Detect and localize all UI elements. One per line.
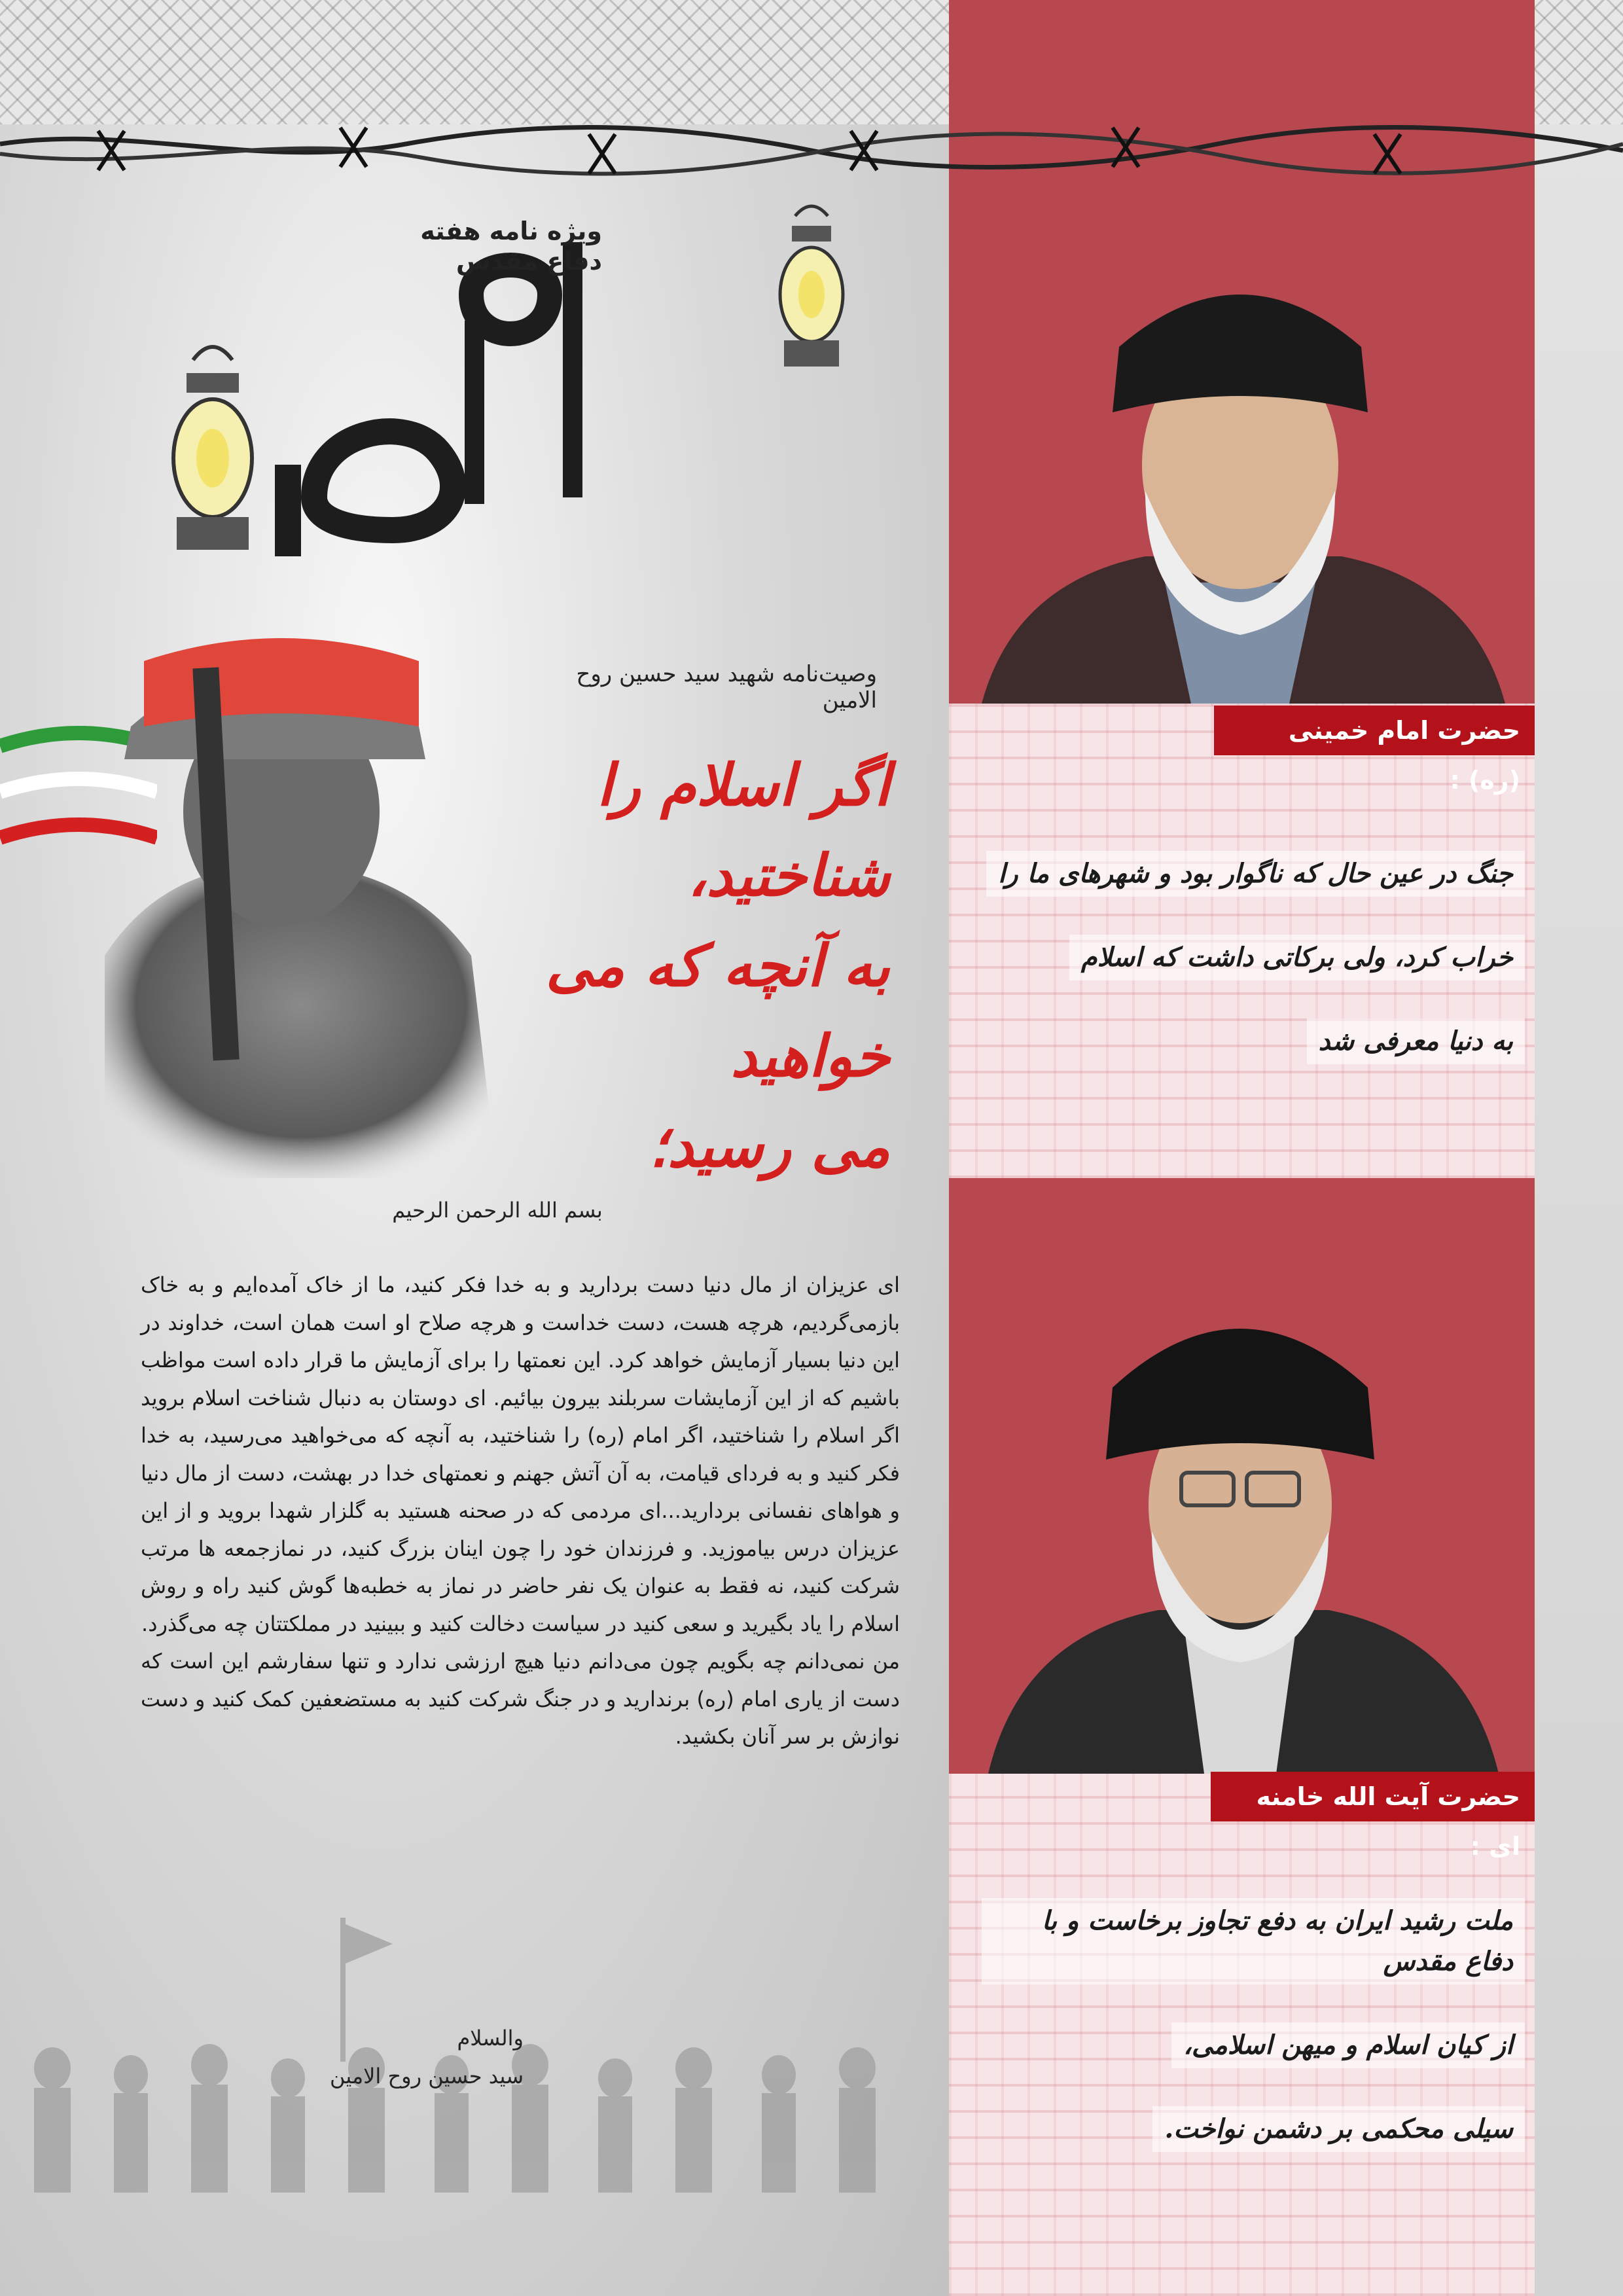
quote-line: از کیان اسلام و میهن اسلامی، [1171,2022,1525,2068]
khomeini-portrait [949,216,1535,704]
khamenei-quote [982,1898,1525,2190]
will-subtitle: وصیت‌نامه شهید سید حسین روح الامین [576,661,877,713]
headline-line: به آنچه که می خواهید [545,931,890,1090]
khamenei-name-label: حضرت آیت الله خامنه ای : [1211,1772,1535,1821]
will-paragraph: ای عزیزان از مال دنیا دست بردارید و به خدا فکر کنید، ما از خاک آمده‌ایم و به خاک بازمی‌گردیم، هرچه هست، دست خداست و هرچه صلاح او است همان است، خداوند در این دنیا بسیار آزمایش خواهد کرد. این نعمتها را برای آزمایش ما قرار داده است مواظب باشیم که از این آزمایشات سربلند بیرون بیائیم. ای دوستان به دنبال شناخت اسلام بروید اگر اسلام را شناختید، اگر امام (ره) را شناختید، به آنچه که می‌خواهید می‌رسید، به خدا فکر کنید و به فردای قیامت، به آن آتش جهنم و نعمتهای خدا در بهشت، دست از مال دنیا و هواهای نفسانی بردارید...ای مردمی که در صحنه هستید به گلزار شهدا بروید و از این عزیزان درس بیاموزید. و فرزندان خود را چون اینان بزرگ کنید، در نمازجمعه ها مرتب شرکت کنید، نه فقط به عنوان یک نفر حاضر در نماز به خطبه‌ها گوش کنید راه و روش اسلام را یاد بگیرید و سعی کنید در سیاست دخالت کنید و ببینید در مملکتتان چه می‌گذرد. [141,1272,900,1636]
quote-line: سیلی محکمی بر دشمن نواخت. [1152,2106,1525,2152]
headline [471,740,890,1191]
lantern-icon [147,334,278,596]
headline-line: اگر اسلام را شناختید، [596,751,890,909]
right-gray-strip [1535,124,1623,2296]
headline-line: می رسید؛ [649,1112,890,1180]
barbed-wire-graphic [0,98,1623,203]
bismillah: بسم الله الرحمن الرحیم [392,1198,603,1223]
will-body [141,1266,900,1756]
quote-line: خراب کرد، ولی برکاتی داشت که اسلام [1069,935,1525,980]
khamenei-portrait [949,1257,1535,1774]
closing-block [330,2019,524,2095]
quote-line: ملت رشید ایران به دفع تجاوز برخاست و با دفاع مقدس [982,1898,1525,1984]
khomeini-name-label: حضرت امام خمینی (ره) : [1214,706,1535,755]
signature: سید حسین روح الامین [330,2064,524,2089]
quote-line: جنگ در عین حال که ناگوار بود و شهرهای ما را [986,851,1525,897]
will-paragraph: من نمی‌دانم چه بگویم چون می‌دانم دنیا هیچ ارزشی ندارد و تنها سفارشم این است که دست از یاری امام (ره) برندارید و در جنگ شرکت کنید به مستضعفین کمک کنید و دست نوازش بر سر آنان بکشید. [141,1649,900,1749]
quote-line: به دنیا معرفی شد [1307,1018,1525,1064]
lantern-icon [759,196,864,412]
khomeini-quote [982,851,1525,1102]
magazine-subtitle: ویژه نامه هفته دفاع مقدس [420,217,602,276]
closing-salutation: والسلام [457,2026,524,2051]
